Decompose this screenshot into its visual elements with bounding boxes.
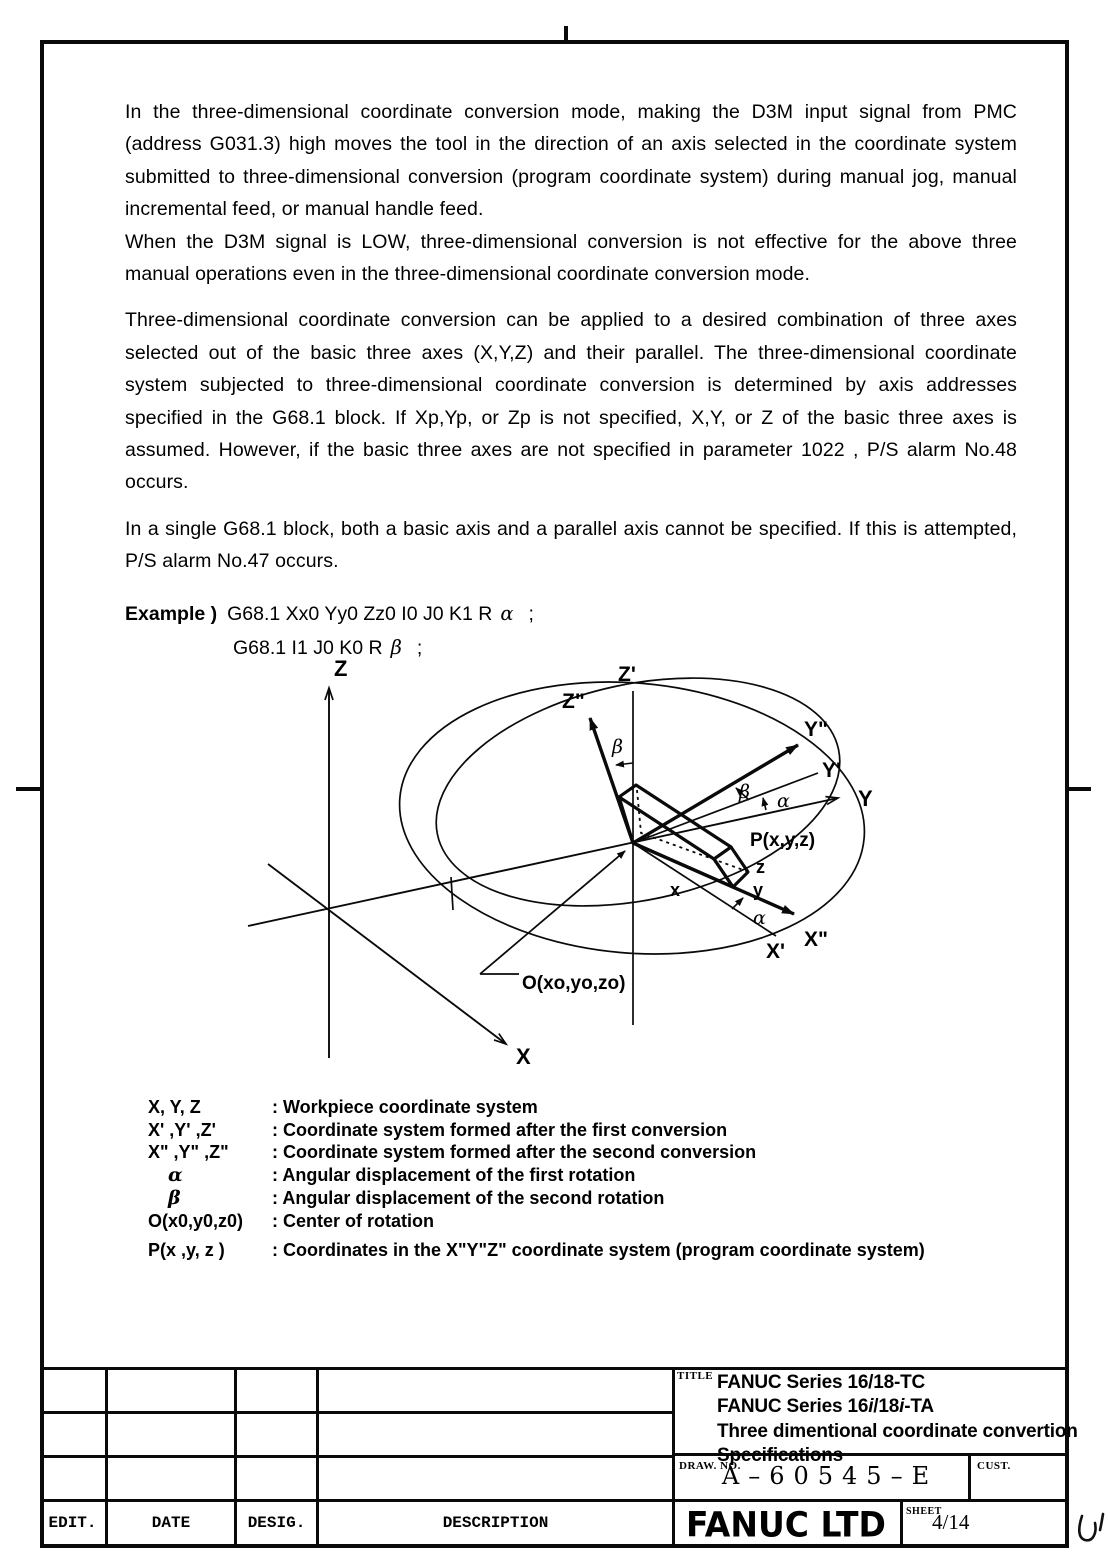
z-prime-label: Z' [618,663,636,686]
legend-description: : Angular displacement of the first rotation [272,1165,636,1186]
z-double-prime-label: Z" [562,690,585,713]
y-axis-label: Y [858,786,873,811]
titleblock-top-line [40,1367,1069,1370]
beta-z-angle-arrow [616,763,633,765]
example-code-1: G68.1 Xx0 Yy0 Zz0 I0 J0 K1 R [227,603,493,625]
example-code-2: G68.1 I1 J0 K0 R [233,637,383,659]
draw-no-field-label: DRAW. NO. [679,1460,741,1472]
fanuc-logo: FANUC LTD [686,1504,886,1545]
paragraph-1: In the three-dimensional coordinate conversion mode, making the D3M input signal from PMC (address G031.3) high moves the tool in the direction of an axis selected in the coordinate system submitted to three-dimensional conversion (program coordinate system) during manual jog, manual incremental feed, or manual handle feed. [125,101,1017,221]
beta-z-label: β [612,736,623,758]
title-line-2-text: -TA [904,1396,934,1418]
legend-description: : Coordinate system formed after the first conversion [272,1119,728,1140]
example-terminator-1: ; [528,603,534,625]
beta-y-label: β [739,781,750,803]
sheet-cell-left-line [900,1499,903,1548]
x-axis-label: X [516,1044,531,1069]
legend-symbol: X" ,Y" ,Z" [148,1142,229,1163]
edge-z-label: z [756,857,765,877]
edge-y-label: y [753,880,764,900]
revision-row-line-2 [40,1455,672,1458]
legend-description: : Workpiece coordinate system [272,1097,538,1117]
drawing-title [717,1371,1078,1468]
legend-description: : Angular displacement of the second rotation [272,1187,665,1208]
cust-field-label: CUST. [977,1460,1011,1472]
legend-symbol: α [168,1164,183,1187]
title-line-4: Specifications [717,1444,844,1466]
point-p-label: P(x,y,z) [750,830,816,851]
title-line-2 [717,1395,1078,1419]
alpha-x-label: α [753,907,766,929]
sheet-number: 4/14 [932,1510,970,1534]
x-double-prime-label: X" [804,928,828,951]
rev-header-date: DATE [151,1514,191,1532]
paragraph-2: Three-dimensional coordinate conversion can be applied to a desired combination of three axes selected out of the basic three axes (X,Y,Z) and their parallel. The three-dimensional coordinate system subjected to three-dimensional coordinate conversion is determined by axis addresses specified in the G68.1 block. If Xp,Yp, or Zp is not specified, X,Y, or Z of the basic three axes is assumed. However, if the basic three axes are not specified in parameter 1022 , P/S alarm No.48 occurs. [125,309,1017,494]
legend-symbol: β [168,1186,181,1209]
sheet-field-label: SHEET [906,1506,942,1517]
alpha-y-angle-arrow [763,798,766,810]
legend-description: : Coordinates in the X"Y"Z" coordinate system (program coordinate system) [272,1240,925,1261]
legend-row-second-conversion [148,1141,1048,1164]
legend-symbol: X' ,Y' ,Z' [148,1119,216,1140]
y-double-prime-arrow [633,745,798,843]
paragraph-1b: When the D3M signal is LOW, three-dimensional conversion is not effective for the above three manual operations even in the three-dimensional coordinate conversion mode. [125,230,1017,286]
legend-description: : Coordinate system formed after the second conversion [272,1142,757,1163]
x-prime-label: X' [766,940,786,963]
legend-row-alpha [148,1164,1048,1187]
legend-row-center [148,1210,1048,1233]
title-line-2-italic-i: i [868,1396,874,1418]
legend-description: : Center of rotation [272,1210,434,1231]
title-field-label: TITLE [677,1370,714,1382]
y-prime-label: Y' [822,759,842,782]
edge-x-label: x [670,880,681,900]
legend-symbol: O(x0,y0,z0) [148,1210,244,1231]
handwritten-mark [1072,1502,1110,1558]
rev-header-description: DESCRIPTION [442,1514,549,1532]
y-axis-line [248,798,838,926]
example-line-1 [125,597,534,631]
rev-header-edit: EDIT. [48,1514,97,1532]
right-mid-tick [1067,787,1091,791]
paragraph-3: In a single G68.1 block, both a basic axis and a parallel axis cannot be specified. If this is attempted, P/S alarm No.47 occurs. [125,517,1017,573]
rev-header-desig: DESIG. [247,1514,306,1532]
x-axis-line [268,864,506,1044]
legend-symbol: P(x ,y, z ) [148,1240,225,1261]
revision-row-line-1 [40,1411,672,1414]
y-double-prime-label: Y" [804,718,828,741]
legend-symbol: X, Y, Z [148,1097,201,1117]
title-line-2-text: /18 [873,1396,900,1418]
body-text [125,96,1017,578]
origin-o-label: O(xo,yo,zo) [522,973,626,994]
title-line-2-italic-i: i [899,1396,905,1418]
title-line-3: Three dimentional coordinate convertion [717,1420,1078,1442]
title-line-1: FANUC Series 16/18-TC [717,1372,926,1393]
z-axis-label: Z [334,656,348,681]
legend-row-xyz [148,1096,1048,1119]
example-terminator-2: ; [416,637,423,659]
top-center-tick [564,26,568,42]
alpha-symbol: α [500,602,514,625]
titleblock-mid-line [40,1499,1069,1502]
example-label: Example ) [125,603,218,625]
beta-symbol: β [390,636,402,659]
alpha-x-angle-arrow [732,898,743,909]
legend-row-first-conversion [148,1119,1048,1142]
left-mid-tick [16,787,42,791]
legend-row-beta [148,1187,1048,1210]
symbol-legend [148,1096,1048,1262]
origin-leader-arrow [480,851,625,974]
title-line-2-text: FANUC Series 16 [717,1396,869,1418]
coordinate-diagram [240,640,910,1085]
legend-row-point [148,1239,1048,1262]
alpha-y-label: α [777,790,790,812]
xy-plane-ellipse [388,663,876,973]
drawing-number: A–60545–E [721,1462,939,1490]
